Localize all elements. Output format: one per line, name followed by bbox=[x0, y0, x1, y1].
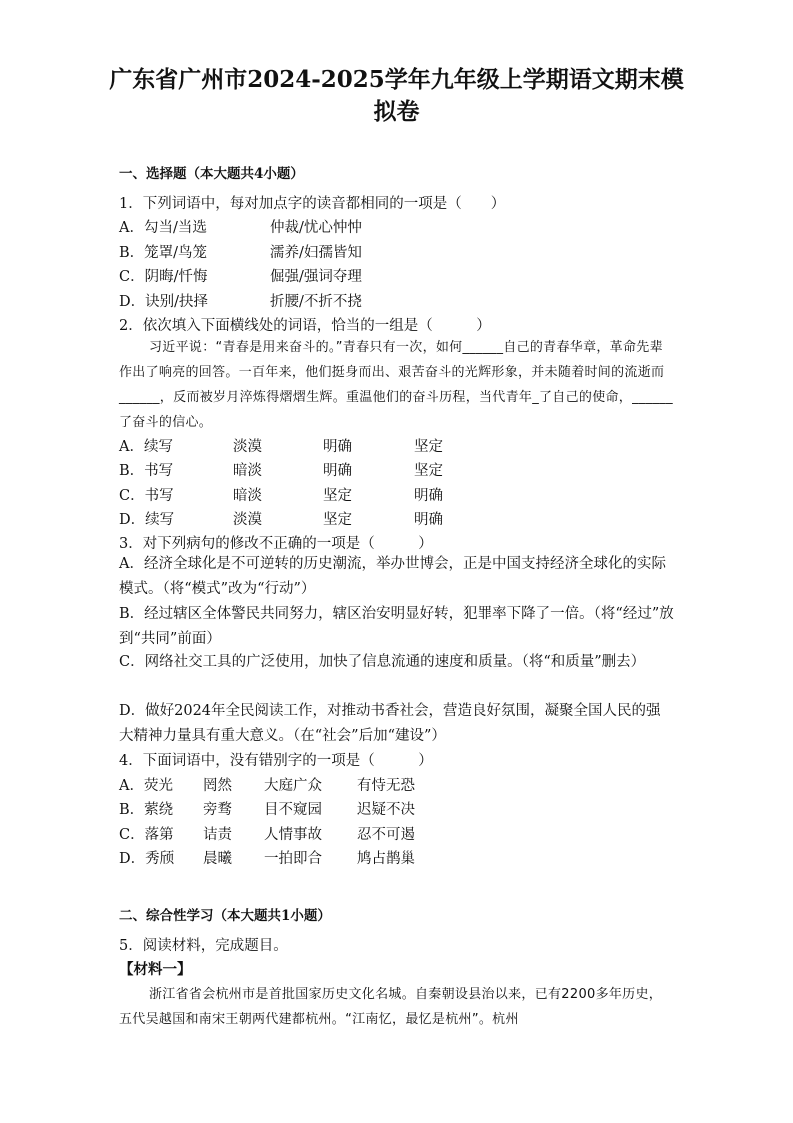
option-term: 大庭广众 bbox=[264, 778, 322, 794]
question-3-option-d: D．做好2024年全民阅读工作，对推动书香社会，营造良好氛围，凝聚全国人民的强大精神力量具有重大意义。（在“社会”后加“建设”） bbox=[119, 703, 661, 744]
option-term: 晨曦 bbox=[203, 851, 232, 867]
option-term: B．书写 bbox=[119, 463, 174, 479]
section-heading-2: 二、综合性学习（本大题共1小题） bbox=[119, 908, 331, 924]
material-label: 【材料一】 bbox=[119, 961, 192, 978]
option-term: 明确 bbox=[414, 512, 443, 528]
option-term: 淡漠 bbox=[233, 439, 262, 455]
option-term: A．续写 bbox=[119, 439, 173, 455]
option-term: 忍不可遏 bbox=[357, 827, 415, 843]
question-2-passage: 习近平说：“青春是用来奋斗的。”青春只有一次，如何______自己的青春华章，革命先辈作出了响亮的回答。一百年来，他们挺身而出、艰苦奋斗的光辉形象，并未随着时间的流逝而______，反而被岁月淬炼得熠熠生辉。重温他们的奋斗历程，当代青年_了自己的使命，______了奋斗的信心。 bbox=[119, 340, 673, 430]
option-term: 罔然 bbox=[203, 778, 232, 794]
option-term: 坚定 bbox=[414, 439, 443, 455]
option-term: 人情事故 bbox=[264, 827, 322, 843]
option-term: 明确 bbox=[323, 439, 352, 455]
option-term: 坚定 bbox=[323, 488, 352, 504]
option-term: 旁骛 bbox=[203, 802, 232, 818]
option-term: 有恃无恐 bbox=[357, 778, 415, 794]
option-term: B．笼罩/鸟笼 bbox=[119, 245, 208, 261]
option-term: 迟疑不决 bbox=[357, 802, 415, 818]
option-term: C．阴晦/忏悔 bbox=[119, 269, 208, 285]
question-3-option-c: C．网络社交工具的广泛使用，加快了信息流通的速度和质量。（将“和质量”删去） bbox=[119, 654, 646, 670]
page-title: 广东省广州市2024-2025学年九年级上学期语文期末模拟卷 bbox=[109, 66, 684, 125]
material-text: 浙江省省会杭州市是首批国家历史文化名城。自秦朝设县治以来，已有2200多年历史，五代吴越国和南宋王朝两代建都杭州。“江南忆，最忆是杭州”。杭州 bbox=[119, 987, 663, 1027]
option-term: D．秀颀 bbox=[119, 851, 175, 867]
question-3-stem: 3．对下列病句的修改不正确的一项是（ ） bbox=[119, 536, 433, 552]
option-term: D．诀别/抉择 bbox=[119, 294, 209, 310]
option-term: 濡养/妇孺皆知 bbox=[270, 245, 362, 261]
option-term: C．落第 bbox=[119, 827, 174, 843]
option-term: 一拍即合 bbox=[264, 851, 322, 867]
option-term: C．书写 bbox=[119, 488, 174, 504]
question-3-option-a: A．经济全球化是不可逆转的历史潮流，举办世博会，正是中国支持经济全球化的实际模式。（将“模式”改为“行动”） bbox=[119, 556, 666, 597]
section-heading-1: 一、选择题（本大题共4小题） bbox=[119, 166, 304, 182]
option-term: A．荧光 bbox=[119, 778, 173, 794]
option-term: 诘责 bbox=[203, 827, 232, 843]
option-term: D．续写 bbox=[119, 512, 175, 528]
option-term: A．勾当/当选 bbox=[119, 220, 207, 236]
option-term: 倔强/强词夺理 bbox=[270, 269, 362, 285]
option-term: 仲裁/忧心忡忡 bbox=[270, 220, 362, 236]
question-3-option-b: B．经过辖区全体警民共同努力，辖区治安明显好转，犯罪率下降了一倍。（将“经过”放到“共同”前面） bbox=[119, 606, 674, 647]
question-5-stem: 5．阅读材料，完成题目。 bbox=[119, 938, 288, 954]
option-term: 暗淡 bbox=[233, 463, 262, 479]
option-term: 坚定 bbox=[323, 512, 352, 528]
option-term: 鸠占鹊巢 bbox=[357, 851, 415, 867]
question-4-stem: 4．下面词语中，没有错别字的一项是（ ） bbox=[119, 753, 433, 769]
option-term: 明确 bbox=[323, 463, 352, 479]
question-2-stem: 2．依次填入下面横线处的词语，恰当的一组是（ ） bbox=[119, 318, 491, 334]
option-term: 淡漠 bbox=[233, 512, 262, 528]
option-term: 折腰/不折不挠 bbox=[270, 294, 362, 310]
option-term: 暗淡 bbox=[233, 488, 262, 504]
option-term: 明确 bbox=[414, 488, 443, 504]
question-1-stem: 1．下列词语中，每对加点字的读音都相同的一项是（ ） bbox=[119, 196, 506, 212]
option-term: 坚定 bbox=[414, 463, 443, 479]
option-term: 目不窥园 bbox=[264, 802, 322, 818]
option-term: B．萦绕 bbox=[119, 802, 174, 818]
